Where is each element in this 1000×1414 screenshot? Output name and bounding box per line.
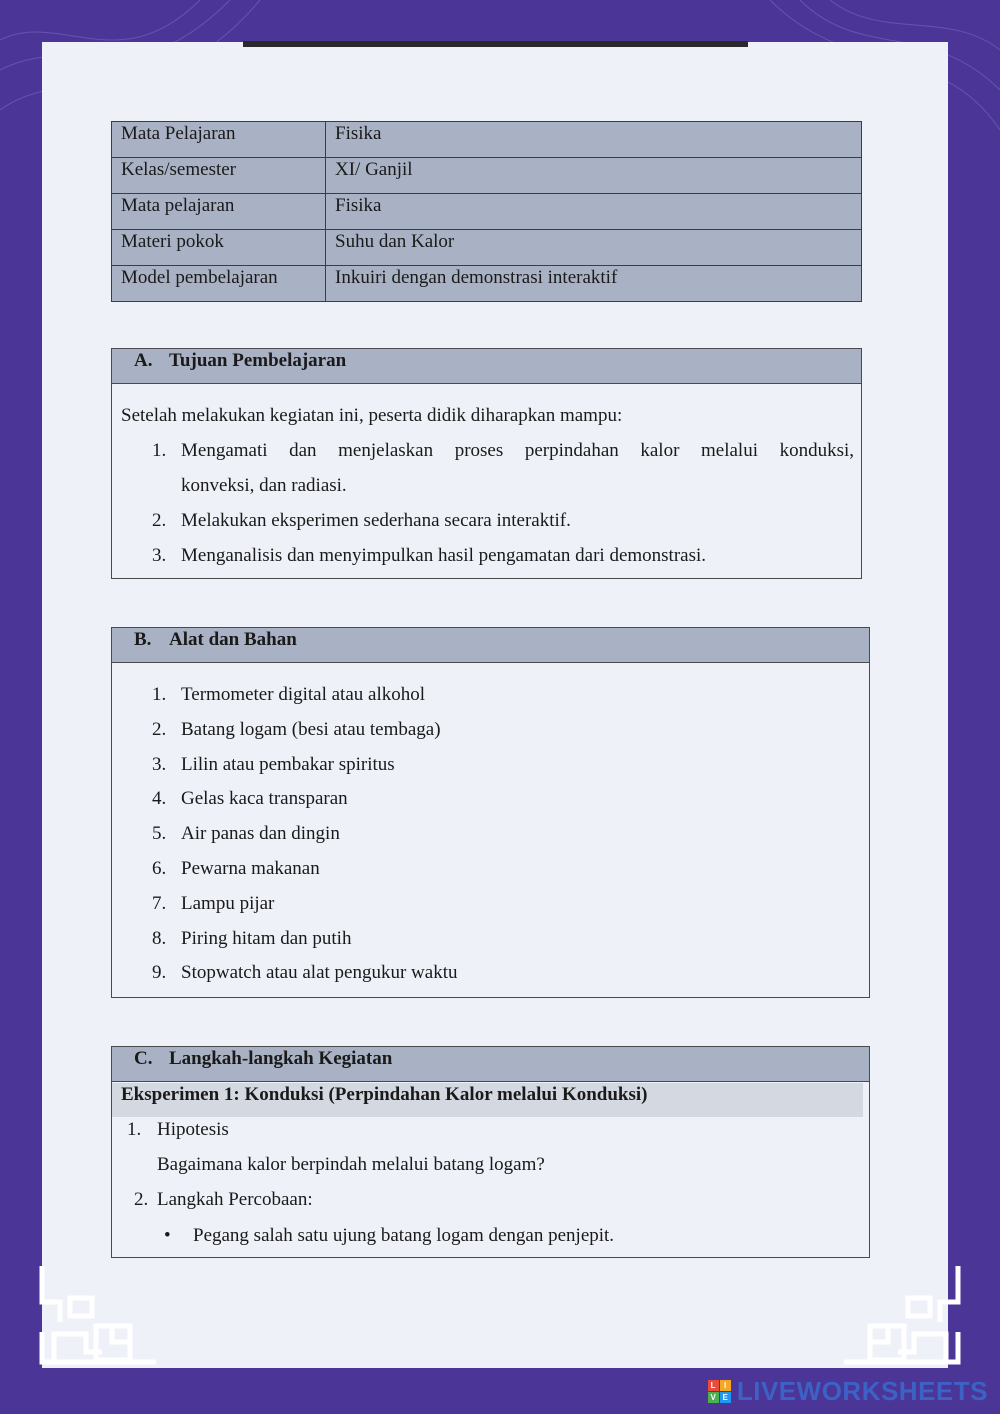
table-value: Fisika [326,194,862,230]
table-label: Model pembelajaran [112,266,326,302]
logo-letter: I [720,1380,731,1391]
step-text: Bagaimana kalor berpindah melalui batang logam? [157,1154,545,1175]
bullet-text: Pegang salah satu ujung batang logam dengan penjepit. [193,1225,615,1246]
list-item [152,754,852,789]
item-number: 2. [152,510,167,531]
item-text: Melakukan eksperimen sederhana secara interaktif. [181,510,571,531]
liveworksheets-logo[interactable] [708,1376,988,1406]
table-row [112,122,862,158]
logo-letter: E [720,1392,731,1403]
logo-icon [708,1380,731,1403]
table-label: Mata Pelajaran [112,122,326,158]
item-text: Air panas dan dingin [181,823,340,845]
item-text: Lampu pijar [181,892,275,914]
table-row [112,230,862,266]
item-text: Batang logam (besi atau tembaga) [181,718,441,740]
item-text: Termometer digital atau alkohol [181,684,426,705]
table-row [112,194,862,230]
section-title: Tujuan Pembelajaran [169,350,347,371]
step-title: Langkah Percobaan: [157,1189,313,1210]
section-header [112,349,861,384]
item-text: Gelas kaca transparan [181,788,348,810]
section-letter: C. [134,1048,153,1069]
section-title: Alat dan Bahan [169,629,297,650]
list-item [152,928,852,963]
top-bar [243,41,748,47]
item-text: Stopwatch atau alat pengukur waktu [181,962,458,984]
experiment-title: Eksperimen 1: Konduksi (Perpindahan Kalor melalui Konduksi) [112,1083,863,1117]
table-row [112,158,862,194]
table-value: XI/ Ganjil [326,158,862,194]
list-item [152,510,854,545]
list-item [152,719,852,754]
item-number: 8. [152,927,167,949]
section-tujuan-pembelajaran [111,348,862,579]
item-number: 9. [152,962,167,984]
item-number: 3. [152,753,167,775]
step-number: 2. [134,1189,149,1210]
materials-list [152,684,852,997]
table-value: Fisika [326,122,862,158]
info-table [111,121,862,302]
section-langkah-kegiatan [111,1046,870,1258]
section-alat-dan-bahan [111,627,870,998]
list-item [152,545,854,580]
list-item [152,440,854,475]
table-value: Suhu dan Kalor [326,230,862,266]
item-number: 3. [152,545,167,566]
list-item [152,684,852,719]
item-text: Pewarna makanan [181,857,320,879]
objectives-list [152,440,854,580]
list-item [152,858,852,893]
item-number: 4. [152,788,167,810]
item-text-line2: konveksi, dan radiasi. [181,475,347,496]
list-item [152,962,852,997]
item-number: 7. [152,892,167,914]
list-item [152,893,852,928]
item-text: Piring hitam dan putih [181,927,352,949]
item-number: 6. [152,857,167,879]
bullet-icon: • [164,1225,171,1246]
item-number: 1. [152,440,167,461]
list-item-continuation [152,475,854,510]
table-value: Inkuiri dengan demonstrasi interaktif [326,266,862,302]
item-number: 2. [152,718,167,740]
section-header [112,1047,869,1082]
step-title: Hipotesis [157,1119,229,1140]
item-number: 5. [152,823,167,845]
table-label: Mata pelajaran [112,194,326,230]
logo-letter: V [708,1392,719,1403]
brand-name: LIVEWORKSHEETS [736,1375,988,1406]
list-item [152,823,852,858]
step-number: 1. [127,1119,142,1140]
corner-ornament-left [36,1262,166,1372]
item-text: Menganalisis dan menyimpulkan hasil pengamatan dari demonstrasi. [181,545,707,566]
table-label: Materi pokok [112,230,326,266]
section-header [112,628,869,663]
list-item [152,788,852,823]
section-title: Langkah-langkah Kegiatan [169,1048,393,1069]
section-letter: A. [134,350,153,371]
table-row [112,266,862,302]
section-letter: B. [134,629,152,650]
item-text-line1: Mengamati dan menjelaskan proses perpindahan kalor melalui konduksi, [181,440,854,461]
item-text: Lilin atau pembakar spiritus [181,753,395,775]
table-label: Kelas/semester [112,158,326,194]
logo-letter: L [708,1380,719,1391]
section-intro: Setelah melakukan kegiatan ini, peserta didik diharapkan mampu: [121,405,623,426]
corner-ornament-right [834,1262,964,1372]
item-number: 1. [152,684,167,705]
